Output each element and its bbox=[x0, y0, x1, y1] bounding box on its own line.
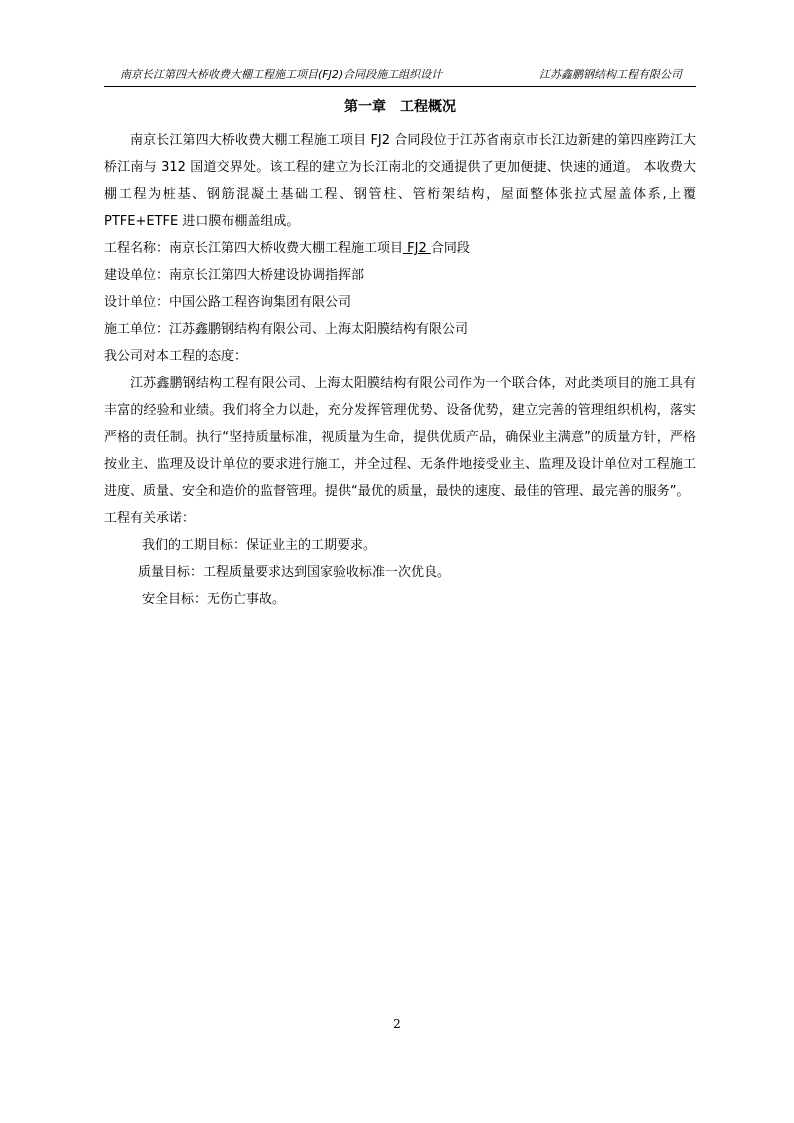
project-name-line bbox=[104, 235, 696, 262]
builder-label: 施工单位： bbox=[104, 322, 170, 337]
designer-label: 设计单位： bbox=[104, 295, 170, 310]
commitment-quality: 质量目标：工程质量要求达到国家验收标准一次优良。 bbox=[138, 565, 451, 580]
owner-value: 南京长江第四大桥建设协调指挥部 bbox=[169, 268, 365, 283]
project-name-label: 工程名称： bbox=[104, 241, 170, 256]
owner-line bbox=[104, 262, 696, 289]
project-name-value: 南京长江第四大桥收费大棚工程施工项目 bbox=[169, 241, 404, 256]
commitments-heading: 工程有关承诺： bbox=[104, 511, 196, 526]
header-company-name: 江苏鑫鹏钢结构工程有限公司 bbox=[539, 68, 682, 81]
builder-line bbox=[104, 316, 696, 343]
document-body bbox=[104, 127, 696, 613]
commitment-schedule: 我们的工期目标：保证业主的工期要求。 bbox=[142, 538, 377, 553]
project-name-lot: FJ2 bbox=[403, 241, 431, 256]
chapter-title: 第一章 工程概况 bbox=[344, 99, 456, 115]
builder-value: 江苏鑫鹏钢结构有限公司、上海太阳膜结构有限公司 bbox=[169, 322, 469, 337]
owner-label: 建设单位： bbox=[104, 268, 170, 283]
header-document-title: 南京长江第四大桥收费大棚工程施工项目(FJ2)合同段施工组织设计 bbox=[120, 68, 443, 81]
running-header bbox=[104, 66, 696, 87]
commitment-safety: 安全目标：无伤亡事故。 bbox=[142, 592, 286, 607]
attitude-paragraph: 江苏鑫鹏钢结构工程有限公司、上海太阳膜结构有限公司作为一个联合体，对此类项目的施工具有丰富的经验和业绩。我们将全力以赴，充分发挥管理优势、设备优势，建立完善的管理组织机构，落实严格的责任制。执行“坚持质量标准，视质量为生命，提供优质产品，确保业主满意”的质量方针，严格按业主、监理及设计单位的要求进行施工，并全过程、无条件地接受业主、监理及设计单位对工程施工进度、质量、安全和造价的监督管理。提供“最优的质量，最快的速度、最佳的管理、最完善的服务”。 bbox=[104, 376, 696, 499]
designer-line bbox=[104, 289, 696, 316]
attitude-heading: 我公司对本工程的态度： bbox=[104, 349, 248, 364]
designer-value: 中国公路工程咨询集团有限公司 bbox=[169, 295, 352, 310]
page-number: 2 bbox=[393, 1017, 401, 1031]
intro-paragraph: 南京长江第四大桥收费大棚工程施工项目 FJ2 合同段位于江苏省南京市长江边新建的第四座跨江大桥江南与 312 国道交界处。该工程的建立为长江南北的交通提供了更加便捷、快速的通道。 本收费大棚工程为桩基、钢筋混凝土基础工程、钢管柱、管桁架结构，屋面整体张拉式屋盖体系,上覆 PTFE+ETFE 进口膜布棚盖组成。 bbox=[104, 133, 696, 229]
project-name-suffix: 合同段 bbox=[430, 241, 470, 256]
